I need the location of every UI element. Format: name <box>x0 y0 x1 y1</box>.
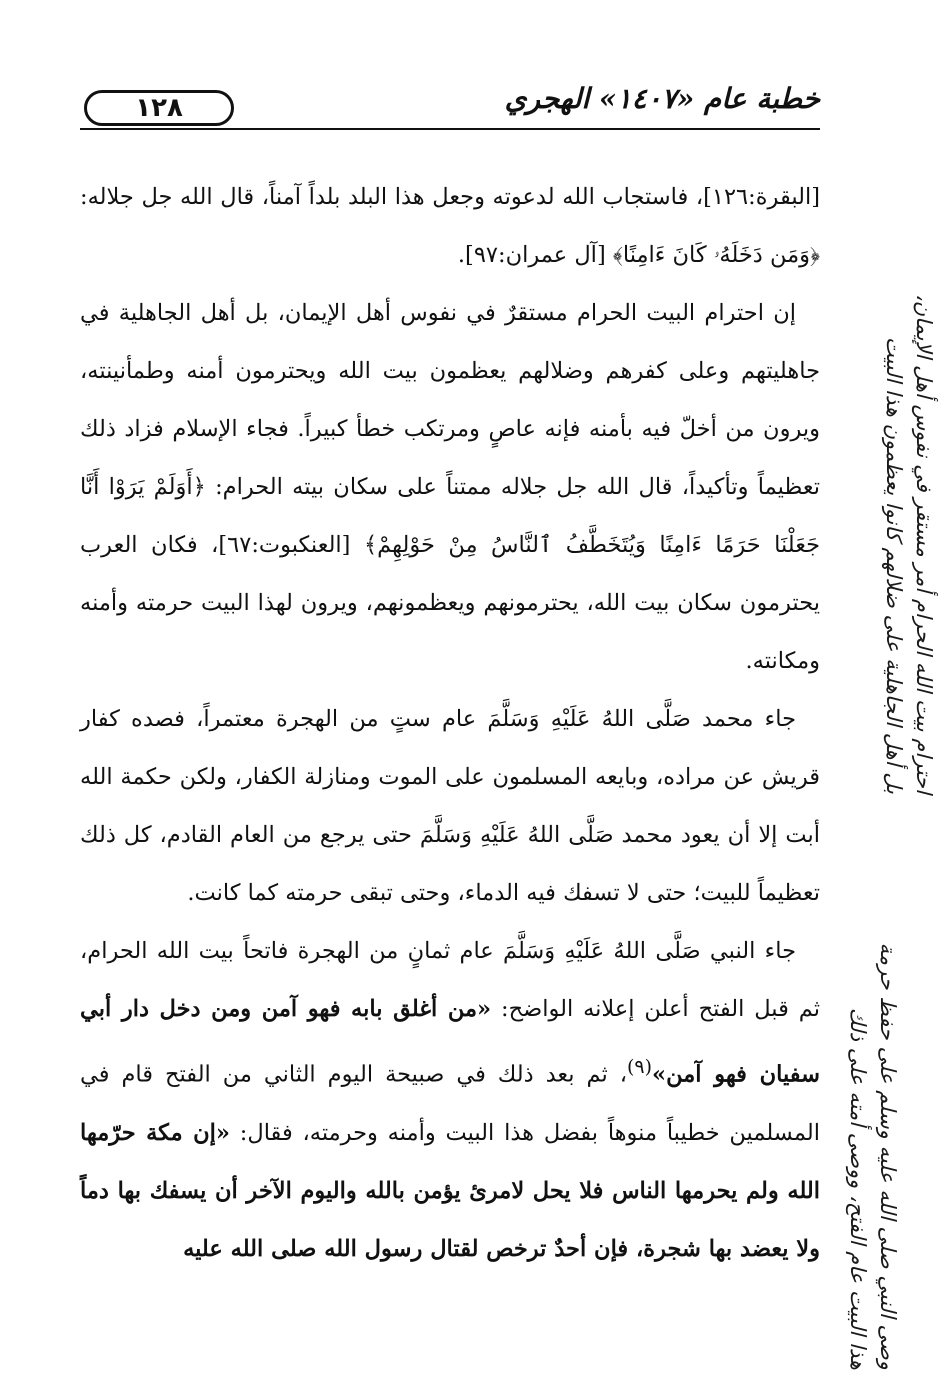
paragraph-3: جاء محمد صَلَّى اللهُ عَلَيْهِ وَسَلَّمَ عام ستٍ من الهجرة معتمراً، فصده كفار قريش عن مراده، وبايعه المسلمون على الموت ومنازلة الكفار، ولكن حكمة الله أبت إلا أن يعود محمد صَلَّى اللهُ عَلَيْهِ وَسَلَّمَ حتى يرجع من العام القادم، كل ذلك تعظيماً للبيت؛ حتى لا تسفك فيه الدماء، وحتى تبقى حرمته كما كانت. <box>80 706 820 906</box>
paragraph-4 <box>80 922 820 1278</box>
main-text <box>80 168 820 1278</box>
paragraph-2: إن احترام البيت الحرام مستقرٌ في نفوس أهل الإيمان، بل أهل الجاهلية في جاهليتهم وعلى كفرهم وضلالهم يعظمون بيت الله ويحترمون أمنه وطمأنينته، ويرون من أخلّ فيه بأمنه فإنه عاصٍ ومرتكب خطأ كبيراً. فجاء الإسلام فزاد ذلك تعظيماً وتأكيداً، قال الله جل جلاله ممتناً على سكان بيته الحرام: ﴿أَوَلَمْ يَرَوْا أَنَّا جَعَلْنَا حَرَمًا ءَامِنًا وَيُتَخَطَّفُ ٱلنَّاسُ مِنْ حَوْلِهِمْ﴾ [العنكبوت:٦٧]، فكان العرب يحترمون سكان بيت الله، يحترمونهم ويعظمونهم، ويرون لهذا البيت حرمته وأمنه ومكانته. <box>80 300 820 674</box>
paragraph-4-middle: ، ثم بعد ذلك في صبيحة اليوم الثاني من الفتح قام في المسلمين خطيباً منوهاً بفضل هذا البيت وأمنه وحرمته، فقال: <box>80 1061 820 1146</box>
margin-note-4: هذا البيت عام الفتح، ووصى أمته على ذلك <box>846 1007 870 1370</box>
page-header <box>80 78 820 130</box>
hadith-quote-1: «من أغلق بابه فهو آمن ومن دخل دار أبي سفيان فهو آمن» <box>80 996 820 1088</box>
header-divider <box>80 128 820 130</box>
margin-note-3: وصى النبي صلى الله عليه وسلم على حفظ حرمة <box>876 942 900 1370</box>
page-number-badge <box>84 90 234 126</box>
margin-note-1: احترام بيت الله الحرام أمر مستقر في نفوس أهل الإيمان، <box>912 293 936 794</box>
hadith-quote-2: «إن مكة حرّمها الله ولم يحرمها الناس فلا يحل لامرئ يؤمن بالله واليوم الآخر أن يسفك بها دماً ولا يعضد بها شجرة، فإن أحدٌ ترخص لقتال رسول الله صلى الله عليه <box>80 1119 820 1262</box>
margin-note-2: بل أهل الجاهلية على ضلالهم كانوا يعظمون هذا البيت <box>882 336 906 794</box>
running-title: خطبة عام «١٤٠٧» الهجري <box>504 82 820 115</box>
paragraph-4-intro: جاء النبي صَلَّى اللهُ عَلَيْهِ وَسَلَّمَ عام ثمانٍ من الهجرة فاتحاً بيت الله الحرام، ثم قبل الفتح أعلن إعلانه الواضح: <box>80 938 820 1022</box>
footnote-reference: (٩) <box>626 1056 653 1078</box>
page-number: ١٢٨ <box>135 93 183 123</box>
paragraph-1: [البقرة:١٢٦]، فاستجاب الله لدعوته وجعل هذا البلد بلداً آمناً، قال الله جل جلاله: ﴿وَمَن دَخَلَهُۥ كَانَ ءَامِنًا﴾ [آل عمران:٩٧]. <box>80 184 820 268</box>
